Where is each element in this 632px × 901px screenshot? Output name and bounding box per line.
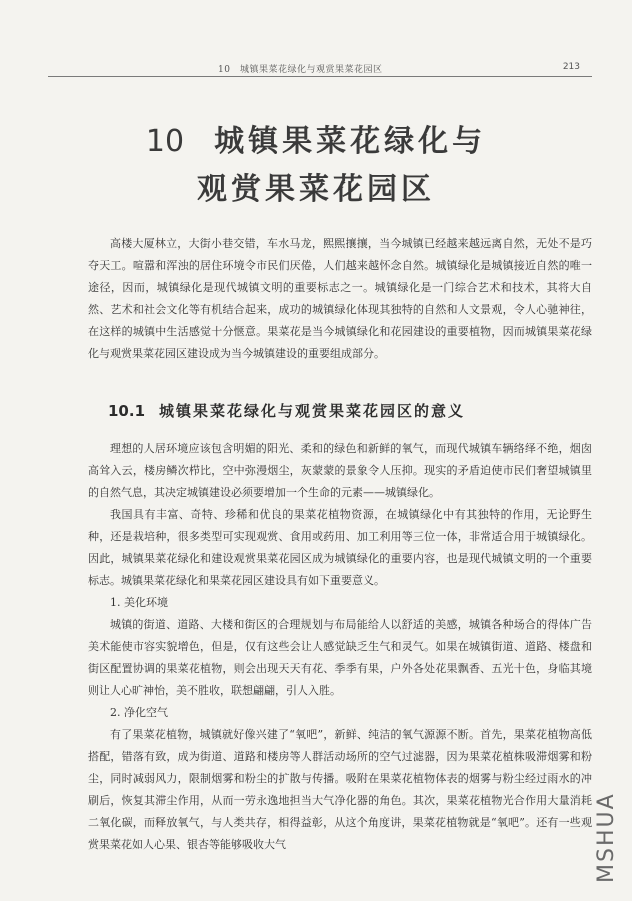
section-heading xyxy=(108,400,465,421)
section-body xyxy=(88,438,592,856)
section-title: 城镇果菜花绿化与观赏果菜花园区的意义 xyxy=(159,402,466,420)
subheading-purify-air: 2. 净化空气 xyxy=(110,706,168,719)
intro-paragraph: 高楼大厦林立，大街小巷交错，车水马龙，熙熙攘攘，当今城镇已经越来越远离自然，无处不是巧夺天工。喧嚣和浑浊的居住环境令市民们厌倦，人们越来越怀念自然。城镇绿化是城镇接近自然的唯一途径，因而，城镇绿化是现代城镇文明的重要标志之一。城镇绿化是一门综合艺术和技术，其将大自然、艺术和社会文化等有机结合起来，成功的城镇绿化体现其独特的自然和人文景观，令人心驰神往，在这样的城镇中生活感觉十分惬意。果菜花是当今城镇绿化和花园建设的重要植物，因而城镇果菜花绿化与观赏果菜花园区建设成为当今城镇建设的重要组成部分。 xyxy=(88,237,592,360)
watermark: MSHUA xyxy=(594,792,619,883)
subheading-beautify: 1. 美化环境 xyxy=(110,596,168,609)
chapter-title-line1: 城镇果菜花绿化与 xyxy=(214,124,487,159)
chapter-title xyxy=(0,118,632,214)
body-paragraph: 理想的人居环境应该包含明媚的阳光、柔和的绿色和新鲜的氧气，而现代城镇车辆络绎不绝，烟囱高耸入云，楼房鳞次栉比，空中弥漫烟尘，灰蒙蒙的景象令人压抑。现实的矛盾迫使市民们奢望城镇里的自然气息，其决定城镇建设必须要增加一个生命的元素——城镇绿化。 xyxy=(88,442,592,499)
chapter-number: 10 xyxy=(145,124,185,159)
running-title: 10 城镇果菜花绿化与观赏果菜花园区 xyxy=(218,65,383,75)
section-number: 10.1 xyxy=(108,402,146,420)
chapter-title-line2: 观赏果菜花园区 xyxy=(197,172,435,207)
body-paragraph: 有了果菜花植物，城镇就好像兴建了“氧吧”，新鲜、纯洁的氧气源源不断。首先，果菜花植物高低搭配，错落有致，成为街道、道路和楼房等人群活动场所的空气过滤器，因为果菜花植株吸滞烟雾和粉尘，同时减弱风力，限制烟雾和粉尘的扩散与传播。吸附在果菜花植物体表的烟雾与粉尘经过雨水的冲刷后，恢复其滞尘作用，从而一劳永逸地担当大气净化器的角色。其次，果菜花植物光合作用大量消耗二氧化碳，而释放氧气，与人类共存，相得益彰，从这个角度讲，果菜花植物就是“氧吧”。还有一些观赏果菜花如人心果、银杏等能够吸收大气 xyxy=(88,728,592,851)
body-paragraph: 城镇的街道、道路、大楼和街区的合理规划与布局能给人以舒适的美感，城镇各种场合的得体广告美术能使市容实貌增色，但是，仅有这些会让人感觉缺乏生气和灵气。如果在城镇街道、道路、楼盘和街区配置协调的果菜花植物，则会出现天天有花、季季有果，户外各处花果飘香、五光十色，身临其境则让人心旷神怡，美不胜收，联想翩翩，引人入胜。 xyxy=(88,618,592,697)
body-paragraph: 我国具有丰富、奇特、珍稀和优良的果菜花植物资源，在城镇绿化中有其独特的作用，无论野生种，还是栽培种，很多类型可实现观赏、食用或药用、加工利用等三位一体，非常适合用于城镇绿化。因此，城镇果菜花绿化和建设观赏果菜花园区成为城镇绿化的重要内容，也是现代城镇文明的一个重要标志。城镇果菜花绿化和果菜花园区建设具有如下重要意义。 xyxy=(88,508,592,587)
running-header xyxy=(48,62,592,77)
intro-text xyxy=(88,233,592,365)
page-number: 213 xyxy=(562,62,580,72)
